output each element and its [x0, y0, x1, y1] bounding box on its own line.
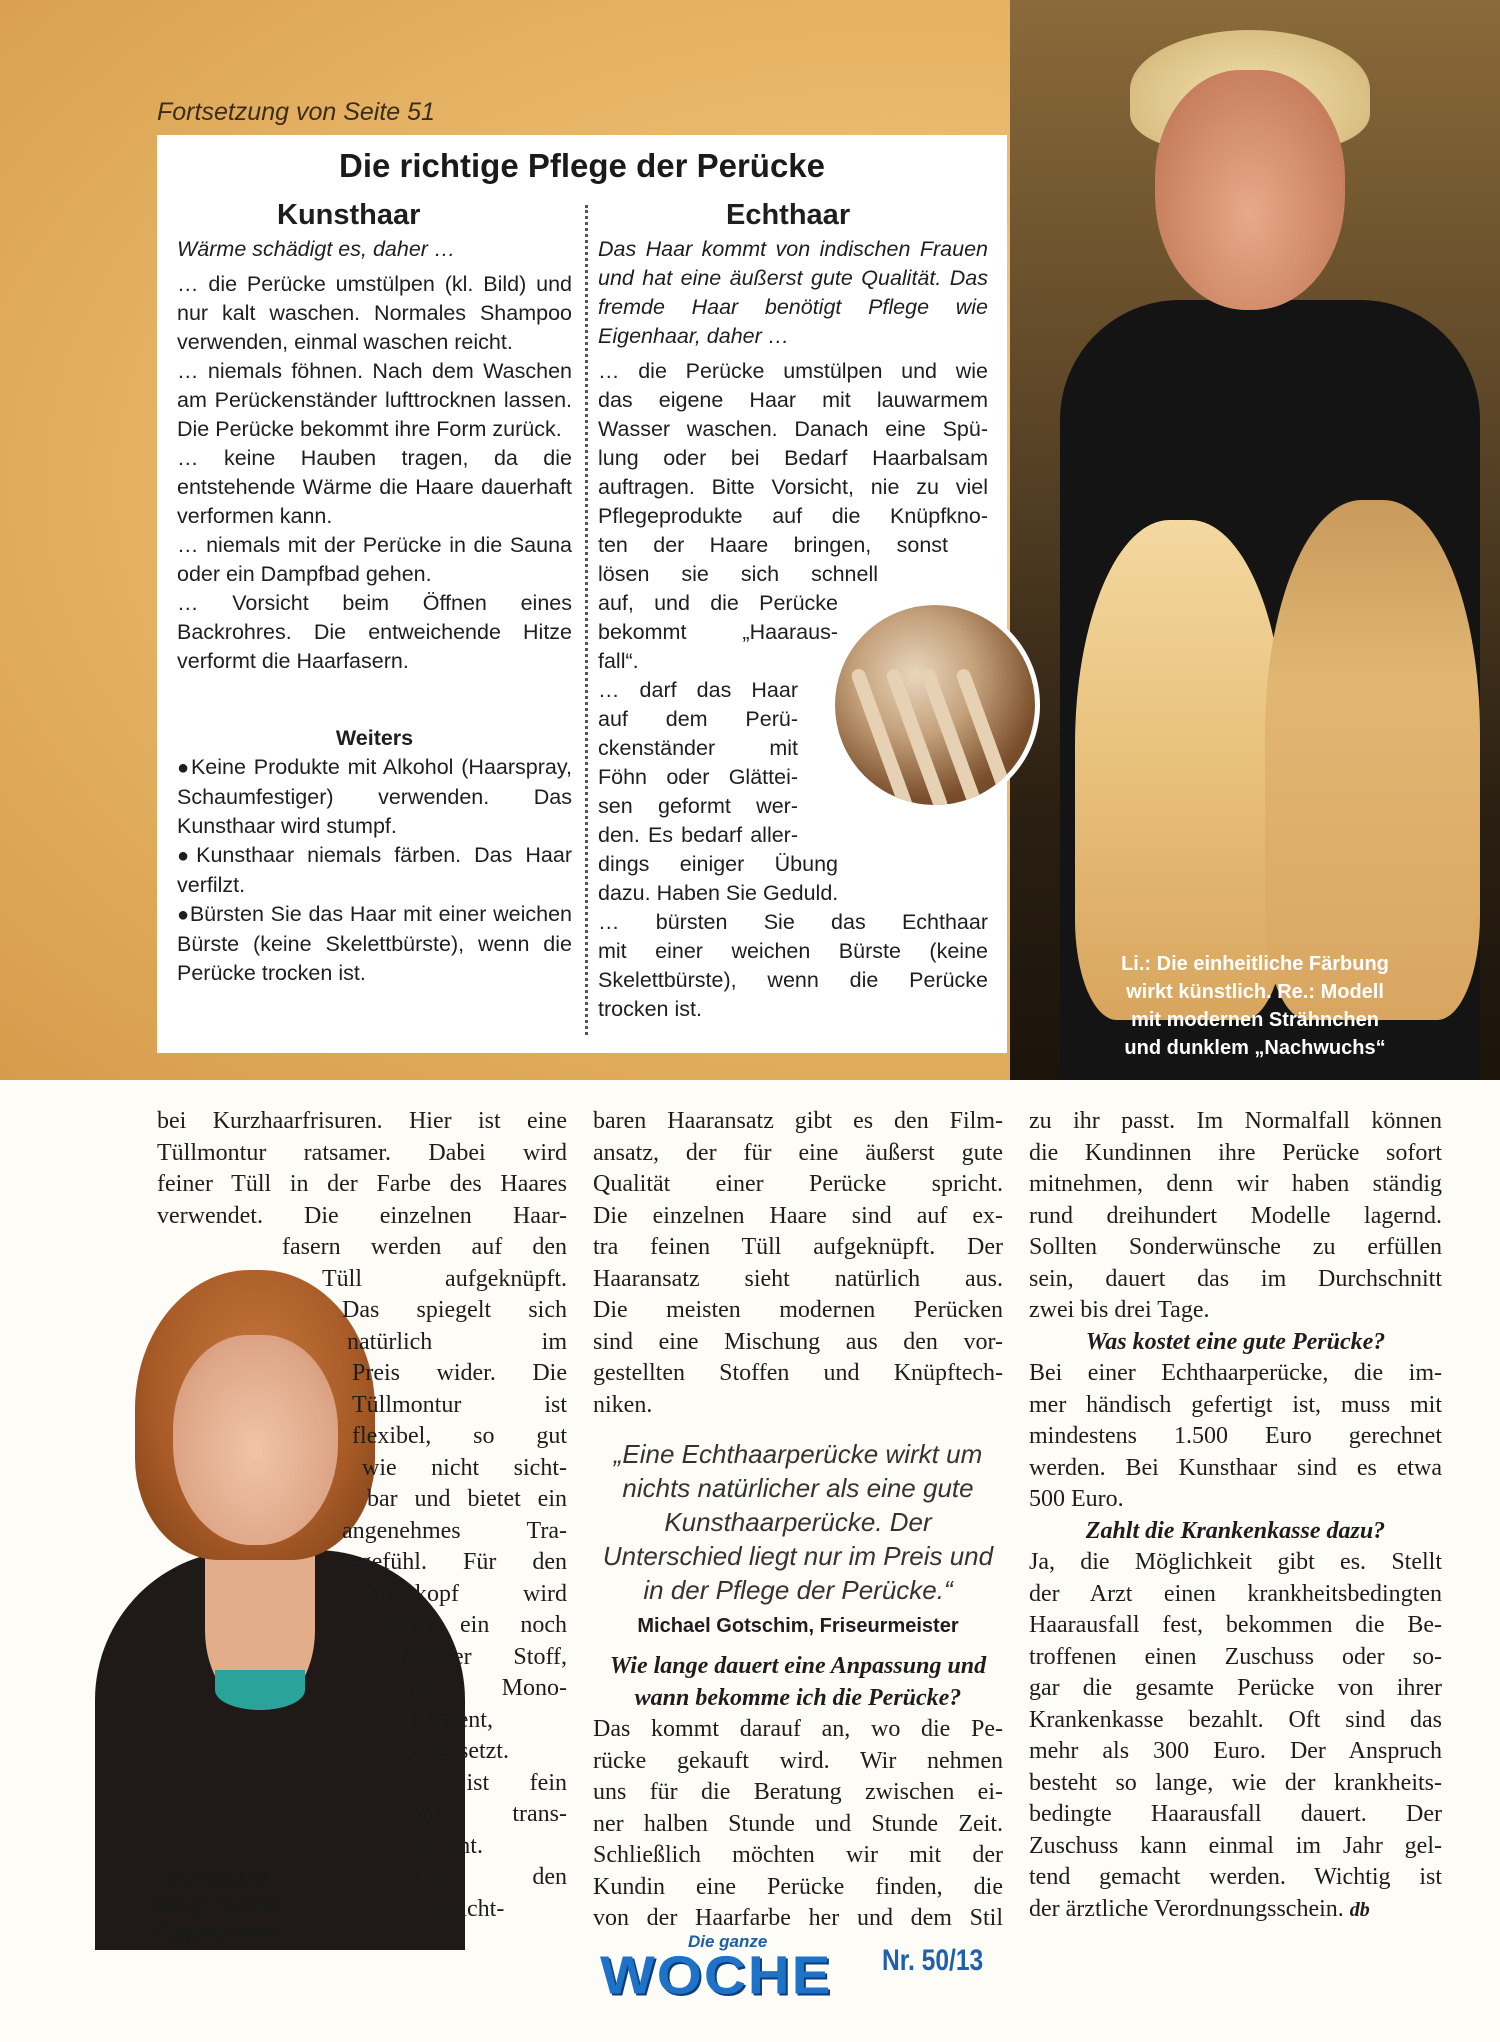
- article-paragraph: [1029, 1547, 1442, 1894]
- article-line: Haaransatz sieht natürlich aus.: [593, 1265, 1003, 1292]
- article-line: mitnehmen, denn wir haben ständig: [1029, 1171, 1442, 1197]
- quote-author: Michael Gotschim, Friseurmeister: [637, 1615, 959, 1637]
- box-line: dazu. Haben Sie Geduld.: [598, 881, 839, 905]
- article-line: eingesetzt.: [407, 1738, 509, 1764]
- caption-line: und dunklem „Nachwuchs“: [1124, 1037, 1386, 1059]
- article-line: Tüll aufgeknüpft.: [322, 1265, 567, 1292]
- article-line: von der Haarfarbe her und dem Stil: [593, 1905, 1003, 1931]
- box-line: Skelettbürste), wenn die Perücke: [598, 968, 988, 992]
- box-line: lung oder bei Bedarf Haarbalsam: [598, 446, 988, 470]
- article-line: werden. Bei Kunsthaar sind es etwa: [1029, 1454, 1442, 1481]
- article-line: ner halben Stunde und Stunde Zeit.: [593, 1810, 1003, 1837]
- article-line: tra feinen Tüll aufgeknüpft. Der: [593, 1234, 1003, 1260]
- article-line: flexibel, so gut: [352, 1423, 567, 1449]
- article-line: wie nicht sicht-: [362, 1454, 567, 1481]
- article-line: Ja, die Möglichkeit gibt es. Stellt: [1029, 1549, 1442, 1575]
- box-line: ckenständer mit: [598, 736, 798, 760]
- tip-bullet: [177, 900, 572, 988]
- article-line: verwendet. Die einzelnen Haar-: [157, 1202, 567, 1229]
- article-line: das Mono-: [407, 1675, 567, 1701]
- article-line: feinerer Stoff,: [397, 1643, 567, 1670]
- article-line: zwei bis drei Tage.: [1029, 1297, 1210, 1323]
- article-line: Oberkopf wird: [367, 1580, 567, 1607]
- article-line: der Arzt einen krankheitsbedingten: [1029, 1580, 1442, 1607]
- box-line: bekommt „Haaraus-: [598, 620, 838, 644]
- box-line: auftragen. Bitte Vorsicht, nie zu viel: [598, 475, 988, 499]
- article-line: [1029, 1894, 1442, 1927]
- real-hair-heading: Echthaar: [726, 199, 851, 231]
- care-step: … niemals föhnen. Nach dem Waschen am Perückenständer lufttrocknen lassen. Die Perücke bekommt ihre Form zurück.: [177, 359, 572, 441]
- box-line: … darf das Haar: [598, 678, 798, 702]
- author-signature: db: [1349, 1898, 1370, 1921]
- caption-line: mit gestuftem: [151, 1895, 283, 1917]
- box-line: auf dem Perü-: [598, 707, 798, 731]
- article-line: natürlich im: [347, 1328, 567, 1355]
- caption-line: Pagenschnitt: [154, 1922, 280, 1944]
- article-line: gestellten Stoffen und Knüpftech-: [593, 1360, 1003, 1386]
- box-title: Die richtige Pflege der Perücke: [338, 147, 826, 184]
- article-line: bar und bietet ein: [367, 1486, 567, 1512]
- article-line: tend gemacht werden. Wichtig ist: [1029, 1864, 1442, 1890]
- synthetic-wig-shape: [1075, 520, 1285, 1020]
- article-line: Sollten Sonderwünsche zu erfüllen: [1029, 1234, 1442, 1260]
- question-subhead: Zahlt die Krankenkasse dazu?: [1085, 1517, 1386, 1544]
- hairdresser-with-wigs-photo: [1010, 0, 1500, 1080]
- care-step: [598, 908, 988, 1024]
- magazine-logo: [600, 1932, 862, 2008]
- care-step: … niemals mit der Perücke in die Sauna oder ein Dampfbad gehen.: [177, 533, 572, 586]
- synthetic-hair-column: [177, 197, 572, 988]
- box-line: Föhn oder Glättei-: [598, 765, 798, 789]
- bullet-icon: ●: [177, 845, 197, 867]
- article-line: Das kommt darauf an, wo die Pe-: [593, 1716, 1003, 1742]
- bullet-icon: ●: [177, 757, 191, 779]
- care-info-box: [157, 135, 1007, 1053]
- further-tips-heading: Weiters: [335, 726, 414, 750]
- article-column-2: [593, 1106, 1003, 1935]
- article-line: Qualität einer Perücke spricht.: [593, 1171, 1003, 1197]
- article-line: filament,: [407, 1706, 493, 1733]
- logo-small-text: Die ganze: [688, 1932, 768, 1951]
- caption-line: wirkt künstlich. Re.: Modell: [1126, 981, 1384, 1003]
- article-paragraph: [593, 1714, 1003, 1935]
- article-line-text: der ärztliche Verordnungsschein.: [1029, 1895, 1344, 1922]
- box-line: … die Perücke umstülpen und wie: [598, 359, 988, 383]
- article-line: Tüllmontur ratsamer. Dabei wird: [157, 1139, 567, 1166]
- article-line: feiner Tüll in der Farbe des Haares: [157, 1171, 567, 1197]
- article-line: Das spiegelt sich: [342, 1297, 567, 1323]
- article-line: bedingte Haarausfall dauert. Der: [1029, 1801, 1442, 1827]
- box-line: das eigene Haar mit lauwarmem: [598, 388, 988, 412]
- article-line: 500 Euro.: [1029, 1486, 1124, 1512]
- article-line: Haarausfall fest, bekommen die Be-: [1029, 1612, 1442, 1638]
- article-paragraph: [1029, 1106, 1442, 1327]
- article-line: troffenen einen Zuschuss oder so-: [1029, 1643, 1442, 1670]
- synthetic-hair-intro: Wärme schädigt es, daher …: [177, 237, 456, 261]
- article-column-3: [1029, 1106, 1442, 1926]
- box-line: sen geformt wer-: [598, 794, 798, 818]
- inverted-wig-cap-photo: [830, 600, 1040, 810]
- article-line: die Kundinnen ihre Perücke sofort: [1029, 1139, 1442, 1166]
- box-line: fall“.: [598, 649, 639, 673]
- continued-from-label: Fortsetzung von Seite 51: [157, 98, 435, 126]
- hairdresser-photo-caption: [1090, 950, 1420, 1062]
- tip-text: Keine Produkte mit Alkohol (Haarspray, Schaumfestiger) verwenden. Das Kunsthaar wird stumpf.: [177, 755, 572, 838]
- article-line: Es ist fein: [402, 1769, 567, 1796]
- article-column-1: [157, 1106, 567, 1925]
- face-shape: [1155, 70, 1345, 310]
- box-line: mit einer weichen Bürste (keine: [598, 939, 988, 963]
- box-line: Wasser waschen. Danach eine Spü-: [598, 417, 988, 441]
- article-line: ansatz, der für eine äußerst gute: [593, 1139, 1003, 1166]
- article-line: angenehmes Tra-: [342, 1517, 567, 1544]
- box-line: trocken ist.: [598, 997, 702, 1021]
- tip-bullet: [177, 753, 572, 841]
- article-line: niken.: [593, 1391, 653, 1418]
- box-line: ten der Haare bringen, sonst: [598, 533, 948, 557]
- article-line: zu ihr passt. Im Normalfall können: [1029, 1108, 1442, 1134]
- article-line: unsicht-: [427, 1895, 505, 1922]
- article-line: Für den: [417, 1864, 567, 1890]
- article-line: sein, dauert das im Durchschnitt: [1029, 1265, 1442, 1292]
- article-line: uns für die Beratung zwischen ei-: [593, 1779, 1003, 1805]
- article-line: mer händisch gefertigt ist, muss mit: [1029, 1391, 1442, 1418]
- article-line: Schließlich möchten wir mit der: [593, 1842, 1003, 1868]
- article-line: baren Haaransatz gibt es den Film-: [593, 1108, 1003, 1134]
- synthetic-hair-heading: Kunsthaar: [277, 199, 421, 231]
- box-line: … bürsten Sie das Echthaar: [598, 910, 988, 934]
- box-line: lösen sie sich schnell: [598, 562, 878, 586]
- article-line: sind eine Mischung aus den vor-: [593, 1328, 1003, 1355]
- real-hair-wig-shape: [1265, 500, 1480, 1020]
- article-line: mindestens 1.500 Euro gerechnet: [1029, 1423, 1442, 1449]
- article-line: gar die gesamte Perücke von ihrer: [1029, 1675, 1442, 1701]
- tip-bullet: [177, 841, 572, 900]
- article-line: Tüllmontur ist: [352, 1391, 567, 1418]
- tip-text: Kunsthaar niemals färben. Das Haar verfilzt.: [177, 843, 572, 897]
- question-subhead: Wie lange dauert eine Anpassung und wann bekomme ich die Perücke?: [609, 1653, 987, 1711]
- article-line: gegefühl. Für den: [337, 1549, 567, 1575]
- article-line: Die einzelnen Haare sind auf ex-: [593, 1202, 1003, 1229]
- article-line: Preis wider. Die: [352, 1360, 567, 1386]
- article-line: Krankenkasse bezahlt. Oft sind das: [1029, 1706, 1442, 1733]
- column-divider: [585, 205, 588, 1035]
- caption-line: Ein Modell: [167, 1868, 267, 1890]
- article-line: rund dreihundert Modelle lagernd.: [1029, 1202, 1442, 1229]
- box-line: auf, und die Perücke: [598, 591, 838, 615]
- article-line: mehr als 300 Euro. Der Anspruch: [1029, 1738, 1442, 1764]
- article-line: Bei einer Echthaarperücke, die im-: [1029, 1360, 1442, 1386]
- article-line: Die meisten modernen Perücken: [593, 1297, 1003, 1323]
- logo-wordmark: WOCHE: [600, 1945, 833, 2006]
- box-line: dings einiger Übung: [598, 852, 838, 876]
- pull-quote: „Eine Echthaarperücke wirkt um nichts natürlicher als eine gute Kunsthaarperücke. Der Unterschied liegt nur im Preis und in der Pflege der Perücke.“: [602, 1439, 994, 1605]
- real-hair-intro: Das Haar kommt von indischen Frauen und hat eine äußerst gute Qualität. Das fremde Haar benötigt Pflege wie Eigenhaar, daher …: [598, 237, 988, 348]
- article-paragraph: [1029, 1358, 1442, 1516]
- article-line: rücke gekauft wird. Wir nehmen: [593, 1747, 1003, 1774]
- bullet-icon: ●: [177, 904, 190, 926]
- question-subhead: Was kostet eine gute Perücke?: [1085, 1328, 1386, 1355]
- caption-line: Li.: Die einheitliche Färbung: [1121, 953, 1389, 975]
- tip-text: Bürsten Sie das Haar mit einer weichen Bürste (keine Skelettbürste), wenn die Perücke trocken ist.: [177, 902, 572, 985]
- box-line: Pflegeprodukte auf die Knüpfkno-: [598, 504, 988, 528]
- article-line: parent.: [417, 1832, 483, 1859]
- care-step: … keine Hauben tragen, da die entstehende Wärme die Haare dauerhaft verformen kann.: [177, 446, 572, 528]
- issue-number: Nr. 50/13: [882, 1944, 984, 1977]
- article-line: und trans-: [402, 1801, 567, 1827]
- box-line: den. Es bedarf aller-: [598, 823, 798, 847]
- care-step: … die Perücke umstülpen (kl. Bild) und nur kalt waschen. Normales Shampoo verwenden, einmal waschen reicht.: [177, 272, 572, 354]
- caption-line: mit modernen Strähnchen: [1131, 1009, 1379, 1031]
- article-paragraph: [593, 1106, 1003, 1421]
- article-line: fasern werden auf den: [282, 1234, 567, 1260]
- article-line: Kundin eine Perücke finden, die: [593, 1873, 1003, 1900]
- article-line: besteht so lange, wie der krankheits-: [1029, 1769, 1442, 1796]
- article-line: meist ein noch: [377, 1612, 567, 1638]
- care-step: … Vorsicht beim Öffnen eines Backrohres. Die entweichende Hitze verformt die Haarfasern.: [177, 591, 572, 673]
- article-line: Zuschuss kann einmal im Jahr gel-: [1029, 1832, 1442, 1859]
- article-line: bei Kurzhaarfrisuren. Hier ist eine: [157, 1108, 567, 1134]
